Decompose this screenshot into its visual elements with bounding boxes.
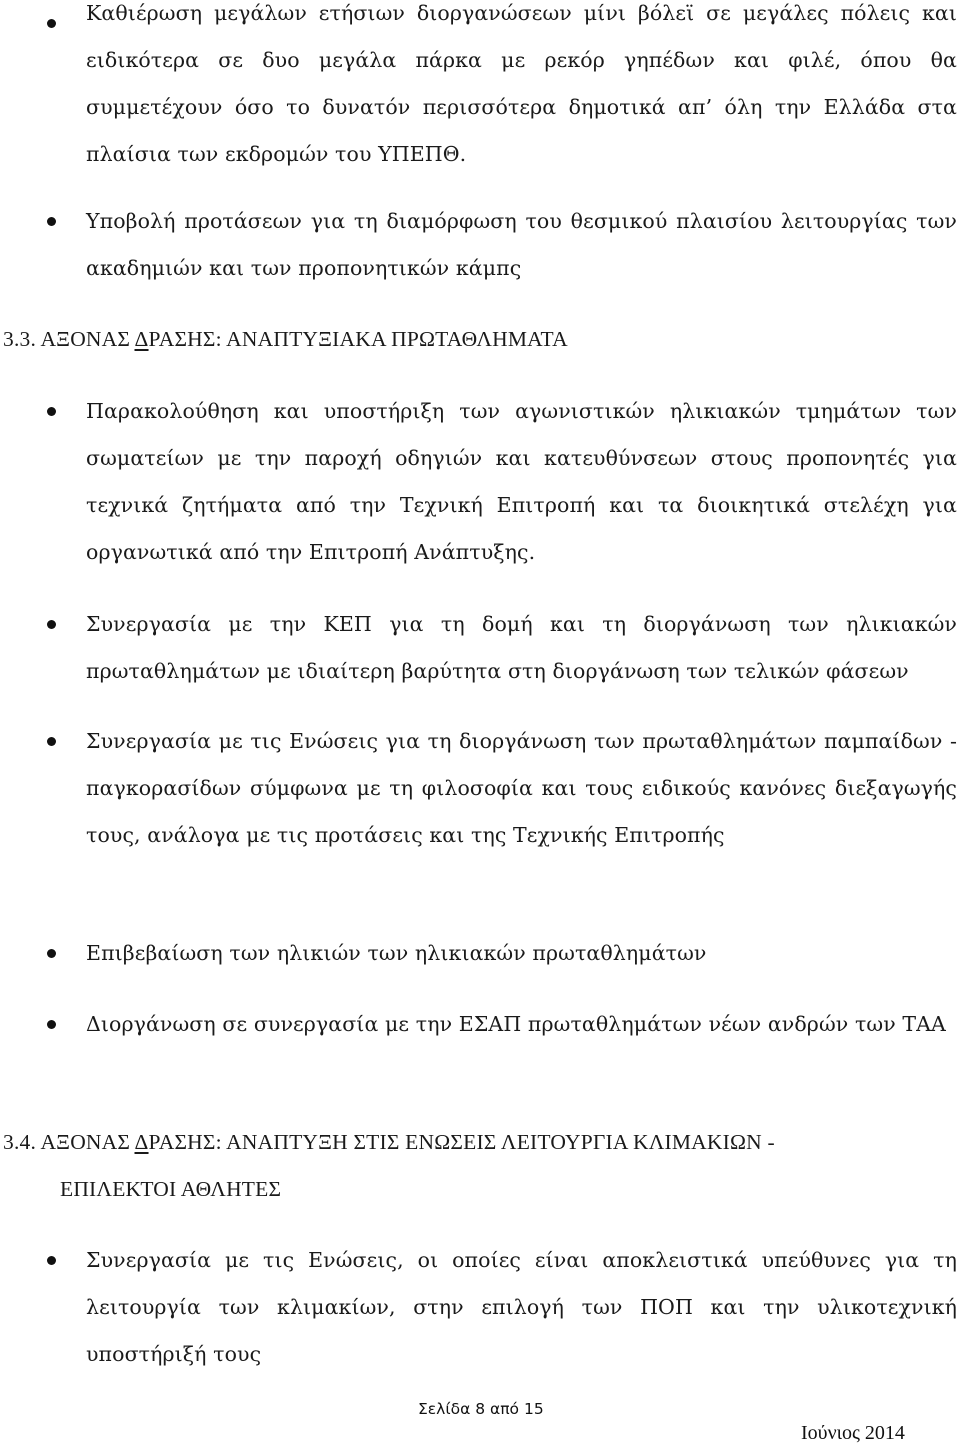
- section-heading: [3, 1119, 957, 1166]
- bullet-icon: [47, 737, 56, 746]
- bullet-text: Παρακολούθηση και υποστήριξη των αγωνιστικών ηλικιακών τμημάτων των σωματείων με την παροχή οδηγιών και κατευθύνσεων στους προπονητές για τεχνικά ζητήματα από την Τεχνική Επιτροπή και τα διοικητικά στελέχη για οργανωτικά από την Επιτροπή Ανάπτυξης.: [86, 399, 957, 564]
- list-item: [0, 198, 960, 294]
- bullet-text: Καθιέρωση μεγάλων ετήσιων διοργανώσεων μίνι βόλεϊ σε μεγάλες πόλεις και ειδικότερα σε δυο μεγάλα πάρκα με ρεκόρ γηπέδων και φιλέ, όπου θα συμμετέχουν όσο το δυνατόν περισσότερα δημοτικά απ’ όλη την Ελλάδα στα πλαίσια των εκδρομών του ΥΠΕΠΘ.: [86, 1, 957, 166]
- list-item: [0, 1237, 960, 1381]
- bullet-text: Συνεργασία με τις Ενώσεις για τη διοργάνωση των πρωταθλημάτων παμπαίδων - παγκορασίδων σύμφωνα με τη φιλοσοφία και τους ειδικούς κανόνες διεξαγωγής τους, ανάλογα με τις προτάσεις και της Τεχνικής Επιτροπής: [86, 729, 957, 847]
- list-item: [0, 0, 960, 180]
- section-title-rest: ΡΑΣΗΣ: ΑΝΑΠΤΥΞΗ ΣΤΙΣ ΕΝΩΣΕΙΣ ΛΕΙΤΟΥΡΓΙΑ ΚΛΙΜΑΚΙΩΝ -: [148, 1130, 775, 1154]
- footer-date: Ιούνιος 2014: [801, 1422, 905, 1444]
- bullet-icon: [47, 1256, 56, 1265]
- list-item: [0, 601, 960, 697]
- bullet-icon: [47, 620, 56, 629]
- bullet-icon: [47, 217, 56, 226]
- section-title-underlined-letter: Δ: [134, 1130, 149, 1154]
- page-number: Σελίδα 8 από 15: [418, 1400, 544, 1418]
- bullet-text: Συνεργασία με την ΚΕΠ για τη δομή και τη διοργάνωση των ηλικιακών πρωταθλημάτων με ιδιαίτερη βαρύτητα στη διοργάνωση των τελικών φάσεων: [86, 612, 957, 683]
- section-number: 3.4.: [3, 1130, 37, 1154]
- list-item: [0, 718, 960, 908]
- bullet-text: Συνεργασία με τις Ενώσεις, οι οποίες είναι αποκλειστικά υπεύθυνες για τη λειτουργία των κλιμακίων, στην επιλογή των ΠΟΠ και την υλικοτεχνική υποστήριξή τους: [86, 1248, 957, 1366]
- bullet-text: Υποβολή προτάσεων για τη διαμόρφωση του θεσμικού πλαισίου λειτουργίας των ακαδημιών και των προπονητικών κάμπς: [86, 209, 957, 280]
- bullet-icon: [47, 949, 56, 958]
- section-number: 3.3.: [3, 327, 37, 351]
- list-item: [0, 388, 960, 578]
- bullet-icon: [47, 1020, 56, 1029]
- bullet-text: Επιβεβαίωση των ηλικιών των ηλικιακών πρωταθλημάτων: [86, 941, 707, 965]
- section-heading-continuation: ΕΠΙΛΕΚΤΟΙ ΑΘΛΗΤΕΣ: [60, 1177, 282, 1201]
- section-title-underlined-letter: Δ: [134, 327, 149, 351]
- bullet-text: Διοργάνωση σε συνεργασία με την ΕΣΑΠ πρωταθλημάτων νέων ανδρών των ΤΑΑ: [86, 1012, 946, 1036]
- section-title-rest: ΡΑΣΗΣ: ΑΝΑΠΤΥΞΙΑΚΑ ΠΡΩΤΑΘΛΗΜΑΤΑ: [148, 327, 568, 351]
- section-heading: [3, 316, 957, 363]
- section-title-prefix: ΑΞΟΝΑΣ: [40, 327, 135, 351]
- bullet-icon: [47, 407, 56, 416]
- list-item: [0, 1001, 960, 1097]
- section-title-prefix: ΑΞΟΝΑΣ: [40, 1130, 135, 1154]
- bullet-icon: [47, 19, 56, 28]
- list-item: [0, 930, 960, 978]
